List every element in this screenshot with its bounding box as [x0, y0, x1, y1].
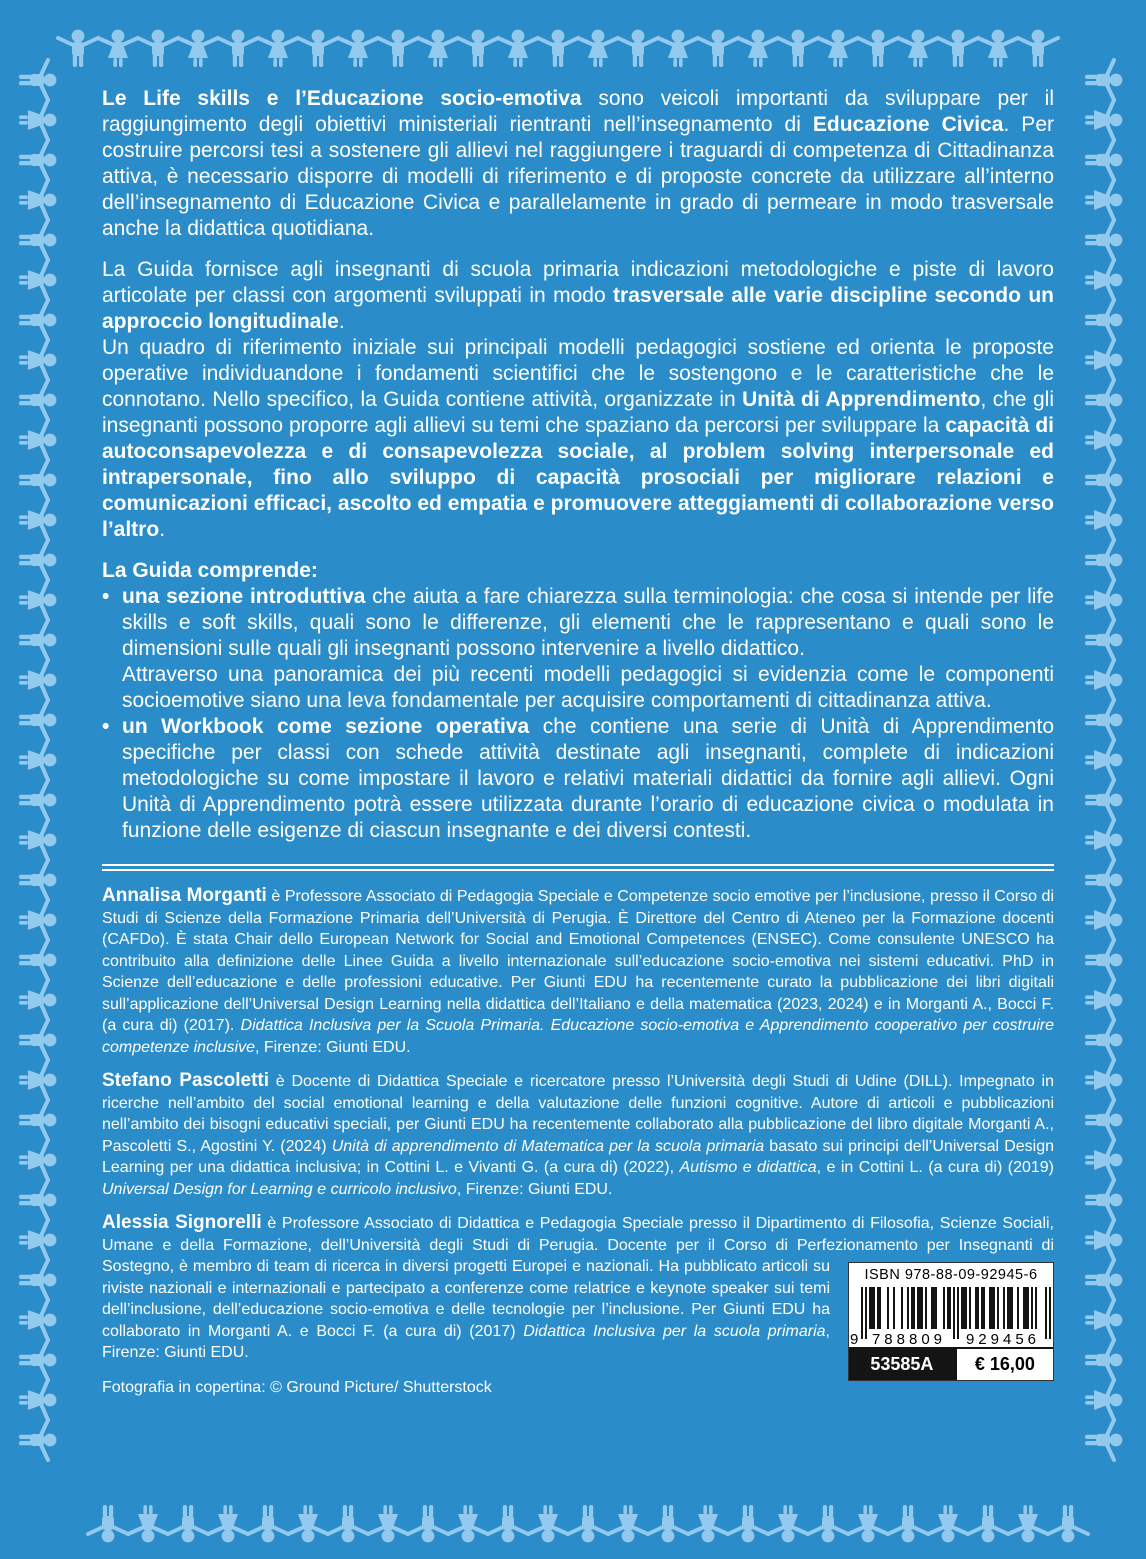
author-bio-morganti — [102, 885, 1054, 1058]
barcode-digits-group2: 929456 — [965, 1331, 1041, 1347]
author-bio-text: è Professore Associato di Didattica e Pedagogia Speciale presso il Dipartimento di Filosofia, Scienze Sociali, Umane e della Formazione, dell’Università degli Studi di Perugia. Docente per il Corso di Perfezionamento per Insegnanti di Sostegno, è membro di team di ricerca in diversi progetti Europei e nazionali. Ha pubblicato articoli su riviste nazionali e internazionali e partecipato a conferenze come relatrice e keynote speaker sui temi dell’inclusione, dell’educazione socio-emotiva e delle tecnologie per l’inclusione. Per Giunti EDU ha collaborato in Morganti A. e Bocci F. (a cura di) (2017) Didattica Inclusiva per la scuola primaria, Firenze: Giunti EDU. — [102, 1215, 1054, 1361]
isbn-label: ISBN 978-88-09-92945-6 — [849, 1263, 1053, 1285]
author-bio-pascoletti — [102, 1070, 1054, 1200]
book-description — [102, 86, 1054, 543]
paper-doll-chain-bottom — [56, 1496, 1090, 1552]
barcode — [849, 1285, 1053, 1347]
author-bio-signorelli — [102, 1212, 1054, 1374]
paper-doll-chain-right — [1076, 58, 1132, 1482]
section-divider — [102, 864, 1054, 871]
description-paragraph-2: La Guida fornisce agli insegnanti di scuola primaria indicazioni metodologiche e piste di lavoro articolate per classi con argomenti sviluppati in modo trasversale alle varie discipline secondo un approccio longitudinale. — [102, 258, 1054, 333]
author-name: Stefano Pascoletti — [102, 1070, 270, 1091]
paper-doll-chain-left — [10, 58, 66, 1482]
barcode-code-row — [849, 1347, 1053, 1380]
bullet-marker: • — [102, 585, 110, 608]
guide-bullet-intro-section: una sezione introduttiva che aiuta a fare chiarezza sulla terminologia: che cosa si intende per life skills e soft skills, quali sono le differenze, gli elementi che le rappresentano e quali sono le dimensioni sulle quali gli insegnanti possono intervenire a livello didattico. Attraverso una panoramica dei più recenti modelli pedagogici si evidenzia come le componenti socioemotive siano una leva fondamentale per acquisire comportamenti di cittadinanza attiva. — [122, 585, 1054, 712]
photo-credit: Fotografia in copertina: © Ground Picture/ Shutterstock — [102, 1378, 492, 1396]
description-paragraph-1: Le Life skills e l’Educazione socio-emotiva sono veicoli importanti da sviluppare per il raggiungimento degli obiettivi ministeriali rientranti nell’insegnamento di Educazione Civica. Per costruire percorsi tesi a sostenere gli allievi nel raggiungere i traguardi di competenza di Cittadinanza attiva, è necessario disporre di modelli di riferimento e di proposte concrete da utilizzare all’interno dell’insegnamento di Educazione Civica e parallelamente in grado di permeare in modo trasversale anche la didattica quotidiana. — [102, 87, 1054, 240]
list-item — [102, 714, 1054, 844]
product-code: 53585A — [849, 1349, 955, 1380]
price: € 16,00 — [955, 1349, 1053, 1380]
author-bio-text: è Docente di Didattica Speciale e ricercatore presso l’Università degli Studi di Udine (DILL). Impegnato in ricerche nell’ambito del social emotional learning e della valutazione delle funzioni cognitive. Autore di articoli e pubblicazioni nell’ambito dei bisogni educativi speciali, per Giunti EDU ha recentemente collaborato alla pubblicazione del libro digitale Morganti A., Pascoletti S., Agostini Y. (2024) Unità di apprendimento di Matematica per la scuola primaria basato sui principi dell’Universal Design Learning per una didattica inclusiva; in Cottini L. e Vivanti G. (a cura di) (2022), Autismo e didattica, e in Cottini L. (a cura di) (2019) Universal Design for Learning e curricolo inclusivo, Firenze: Giunti EDU. — [102, 1073, 1055, 1198]
description-paragraph-3: Un quadro di riferimento iniziale sui principali modelli pedagogici sostiene ed orienta le proposte operative individuandone i fondamenti scientifici che le sostengono e le caratteristiche che le connotano. Nello specifico, la Guida contiene attività, organizzate in Unità di Apprendimento, che gli insegnanti possono proporre agli allievi su temi che spaziano da percorsi per sviluppare la capacità di autoconsapevolezza e di consapevolezza sociale, al problem solving interpersonale ed intrapersonale, fino allo sviluppo di capacità prosociali per migliorare relazioni e comunicazioni efficaci, ascolto ed empatia e promuovere atteggiamenti di collaborazione verso l’altro. — [102, 336, 1055, 541]
author-name: Alessia Signorelli — [102, 1212, 262, 1233]
guide-contents-list — [102, 584, 1054, 844]
barcode-label — [848, 1262, 1054, 1381]
barcode-digits-group1: 788809 — [871, 1331, 947, 1347]
author-name: Annalisa Morganti — [102, 885, 267, 906]
barcode-digit-lead: 9 — [850, 1331, 859, 1347]
back-cover-content — [102, 86, 1054, 1398]
guide-bullet-workbook-section: un Workbook come sezione operativa che contiene una serie di Unità di Apprendimento specifiche per classi con schede attività destinate agli insegnanti, complete di indicazioni metodologiche su come impostare il lavoro e relativi materiali didattici da fornire agli allievi. Ogni Unità di Apprendimento potrà essere utilizzata durante l’orario di educazione civica o modulata in funzione delle esigenze di ciascun insegnante e dei diversi contesti. — [122, 715, 1054, 842]
barcode-block — [848, 1262, 1054, 1381]
list-item — [102, 584, 1054, 714]
bullet-marker: • — [102, 715, 110, 738]
author-bio-text: è Professore Associato di Pedagogia Speciale e Competenze socio emotive per l’inclusione, presso il Corso di Studi di Scienze della Formazione Primaria dell’Università di Perugia. È Direttore del Centro di Ateneo per la Formazione docenti (CAFDo). È stata Chair dello European Network for Social and Emotional Competences (ENSEC). Come consulente UNESCO ha contribuito alla definizione delle Linee Guida a livello internazionale sull’educazione socio-emotiva nei sistemi educativi. PhD in Scienze dell’educazione e delle professioni educative. Per Giunti EDU ha recentemente curato la pubblicazione dei libri digitali sull’applicazione dell’Universal Design Learning nella didattica dell’Italiano e della matematica (2023, 2024) e in Morganti A., Bocci F. (a cura di) (2017). Didattica Inclusiva per la Scuola Primaria. Educazione socio-emotiva e Apprendimento cooperativo per costruire competenze inclusive, Firenze: Giunti EDU. — [102, 888, 1055, 1056]
paper-doll-chain-top — [56, 20, 1090, 76]
guide-contents-heading: La Guida comprende: — [102, 559, 318, 582]
